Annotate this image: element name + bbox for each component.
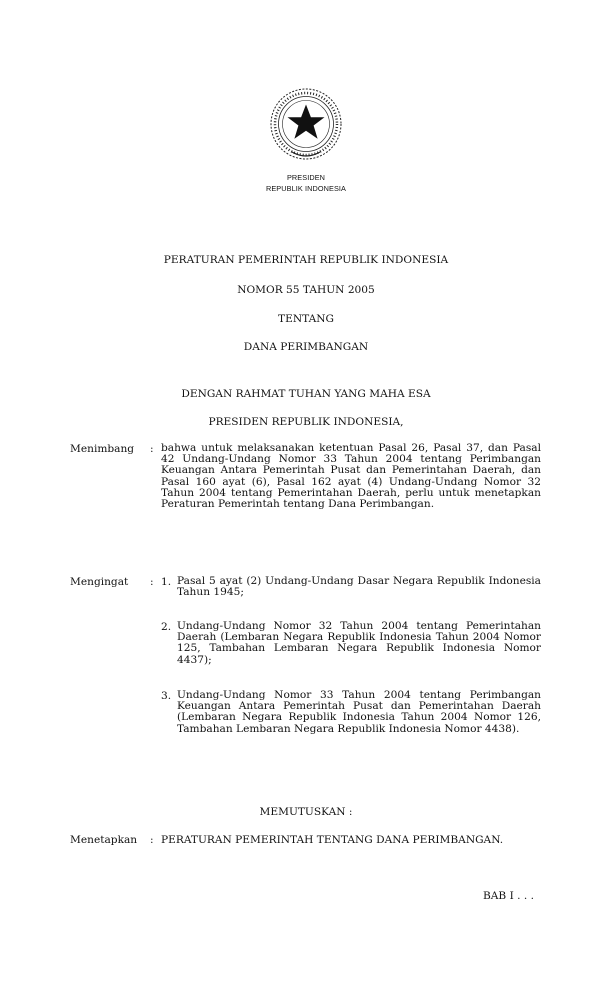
menimbang-text: bahwa untuk melaksanakan ketentuan Pasal 26, Pasal 37, dan Pasal 42 Undang-Undang Nomor 33 Tahun 2004 tentang Perimbangan Keuangan Antara Pemerintah Pusat dan Pemerintahan Daerah, dan Pasal 160 ayat (6), Pasal 162 ayat (4) Undang-Undang Nomor 32 Tahun 2004 tentang Pemerintahan Daerah, perlu untuk menetapkan Peraturan Pemerintah tentang Dana Perimbangan. [161,442,541,511]
mengingat-colon: : [150,576,154,588]
document-title: PERATURAN PEMERINTAH REPUBLIK INDONESIA [163,254,449,266]
menetapkan-colon: : [150,834,154,846]
header-president-label: PRESIDEN [286,173,326,182]
document-tentang: TENTANG [278,313,334,325]
continuation-marker: BAB I . . . [483,890,534,902]
mengingat-item-text: Undang-Undang Nomor 33 Tahun 2004 tentang Perimbangan Keuangan Antara Pemerintah Pusat dan Pemerintahan Daerah (Lembaran Negara Republik Indonesia Tahun 2004 Nomor 126, Tambahan Lembaran Negara Republik Indonesia Nomor 4438). [177,689,541,735]
menimbang-label: Menimbang [70,443,135,455]
mengingat-item-number: 3. [161,690,172,702]
garuda-star-emblem-icon [268,86,344,162]
document-subject: DANA PERIMBANGAN [243,341,369,353]
menetapkan-label: Menetapkan [70,834,138,846]
mengingat-item-number: 2. [161,621,172,633]
mengingat-item-text: Pasal 5 ayat (2) Undang-Undang Dasar Negara Republik Indonesia Tahun 1945; [177,575,541,599]
mengingat-item-number: 1. [161,576,172,588]
document-number: NOMOR 55 TAHUN 2005 [237,284,375,296]
mengingat-label: Mengingat [70,576,129,588]
menimbang-colon: : [150,443,154,455]
memutuskan-heading: MEMUTUSKAN : [259,806,353,818]
preamble-rahmat: DENGAN RAHMAT TUHAN YANG MAHA ESA [181,388,431,400]
preamble-president: PRESIDEN REPUBLIK INDONESIA, [208,416,404,428]
menetapkan-text: PERATURAN PEMERINTAH TENTANG DANA PERIMBANGAN. [161,834,504,846]
header-republic-label: REPUBLIK INDONESIA [265,184,347,193]
mengingat-item-text: Undang-Undang Nomor 32 Tahun 2004 tentang Pemerintahan Daerah (Lembaran Negara Republik Indonesia Tahun 2004 Nomor 125, Tambahan Lembaran Negara Republik Indonesia Nomor 4437); [177,620,541,666]
